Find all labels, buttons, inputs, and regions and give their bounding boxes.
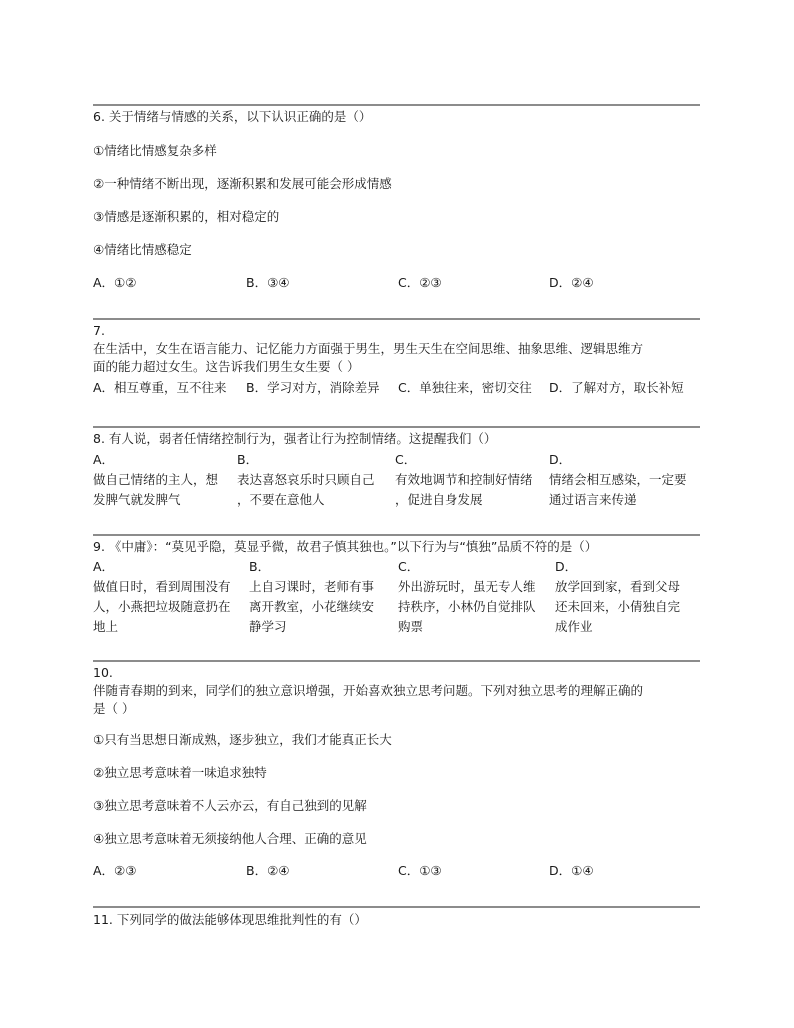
q9-stem: 9. 《中庸》：“莫见乎隐，莫显乎微，故君子慎其独也。”以下行为与“慎独”品质不符的是（） (93, 539, 598, 554)
divider (93, 660, 700, 662)
q10-option-b[interactable]: B．②④ (246, 863, 290, 878)
option-label: C． (398, 559, 420, 574)
q10-statement-4: ④独立思考意味着无须接纳他人合理、正确的意见 (93, 831, 367, 846)
option-text-line: 做自己情绪的主人，想 (93, 472, 219, 487)
q9-option-c[interactable] (398, 557, 558, 637)
q10-statement-3: ③独立思考意味着不人云亦云，有自己独到的见解 (93, 798, 367, 813)
q9-option-a[interactable] (93, 557, 248, 637)
option-text-line: 人，小燕把垃圾随意扔在 (93, 599, 231, 614)
q10-statement-2: ②独立思考意味着一味追求独特 (93, 765, 267, 780)
q6-statement-1: ①情绪比情感复杂多样 (93, 143, 217, 158)
q6-statement-2: ②一种情绪不断出现，逐渐积累和发展可能会形成情感 (93, 176, 392, 191)
option-text-line: 发脾气就发脾气 (93, 492, 181, 507)
option-text-line: 购票 (398, 619, 424, 634)
q10-stem-line-1: 伴随青春期的到来，同学们的独立意识增强，开始喜欢独立思考问题。下列对独立思考的理解正确的 (93, 683, 644, 698)
option-text-line: 地上 (93, 619, 119, 634)
q7-stem-line-2: 面的能力超过女生。这告诉我们男生女生要（ ） (93, 359, 360, 374)
q7-option-d[interactable]: D．了解对方，取长补短 (549, 380, 684, 395)
option-text-line: 离开教室，小花继续安 (249, 599, 375, 614)
q6-option-b[interactable]: B．③④ (246, 275, 290, 290)
option-text-line: 表达喜怒哀乐时只顾自己 (237, 472, 375, 487)
divider (93, 534, 700, 536)
option-text-line: 还未回来，小倩独自完 (555, 599, 681, 614)
q7-stem-line-1: 在生活中，女生在语言能力、记忆能力方面强于男生，男生天生在空间思维、抽象思维、逻辑思维方 (93, 341, 644, 356)
q10-stem-line-2: 是（ ） (93, 701, 135, 716)
q8-stem: 8. 有人说，弱者任情绪控制行为，强者让行为控制情绪。这提醒我们（） (93, 431, 497, 446)
option-text-line: 成作业 (555, 619, 593, 634)
option-text-line: 静学习 (249, 619, 287, 634)
option-text-line: 外出游玩时，虽无专人维 (398, 579, 536, 594)
option-label: D． (549, 452, 572, 467)
divider (93, 906, 700, 908)
option-text-line: 放学回到家，看到父母 (555, 579, 681, 594)
q10-option-a[interactable]: A．②③ (93, 863, 137, 878)
option-text-line: 持秩序，小林仍自觉排队 (398, 599, 536, 614)
option-text-line: 有效地调节和控制好情绪 (395, 472, 533, 487)
q7-option-c[interactable]: C．单独往来，密切交往 (398, 380, 532, 395)
option-label: A． (93, 452, 115, 467)
option-label: C． (395, 452, 417, 467)
option-text-line: 情绪会相互感染，一定要 (549, 472, 687, 487)
q8-option-a[interactable] (93, 450, 243, 510)
q8-option-c[interactable] (395, 450, 555, 510)
q8-option-b[interactable] (237, 450, 397, 510)
divider (93, 318, 700, 320)
q9-option-d[interactable] (555, 557, 705, 637)
q10-option-c[interactable]: C．①③ (398, 863, 442, 878)
q10-option-d[interactable]: D．①④ (549, 863, 594, 878)
option-text-line: 通过语言来传递 (549, 492, 637, 507)
q10-statement-1: ①只有当思想日渐成熟，逐步独立，我们才能真正长大 (93, 732, 392, 747)
q11-stem: 11. 下列同学的做法能够体现思维批判性的有（） (93, 912, 367, 927)
q8-option-d[interactable] (549, 450, 704, 510)
q6-option-c[interactable]: C．②③ (398, 275, 442, 290)
option-label: D． (555, 559, 578, 574)
divider (93, 426, 700, 428)
option-text-line: 做值日时，看到周围没有 (93, 579, 231, 594)
q9-option-b[interactable] (249, 557, 394, 637)
divider (93, 104, 700, 106)
q6-option-a[interactable]: A．①② (93, 275, 137, 290)
q6-statement-3: ③情感是逐渐积累的，相对稳定的 (93, 209, 280, 224)
option-text-line: ，促进自身发展 (395, 492, 483, 507)
q6-option-d[interactable]: D．②④ (549, 275, 594, 290)
option-text-line: 上自习课时，老师有事 (249, 579, 375, 594)
q6-stem: 6. 关于情绪与情感的关系，以下认识正确的是（） (93, 109, 372, 124)
option-label: B． (249, 559, 271, 574)
q6-statement-4: ④情绪比情感稳定 (93, 242, 192, 257)
option-label: A． (93, 559, 115, 574)
q7-number: 7. (93, 323, 105, 338)
option-label: B． (237, 452, 259, 467)
option-text-line: ，不要在意他人 (237, 492, 325, 507)
q10-number: 10. (93, 665, 113, 680)
q7-option-a[interactable]: A．相互尊重，互不往来 (93, 380, 227, 395)
q7-option-b[interactable]: B．学习对方，消除差异 (246, 380, 380, 395)
